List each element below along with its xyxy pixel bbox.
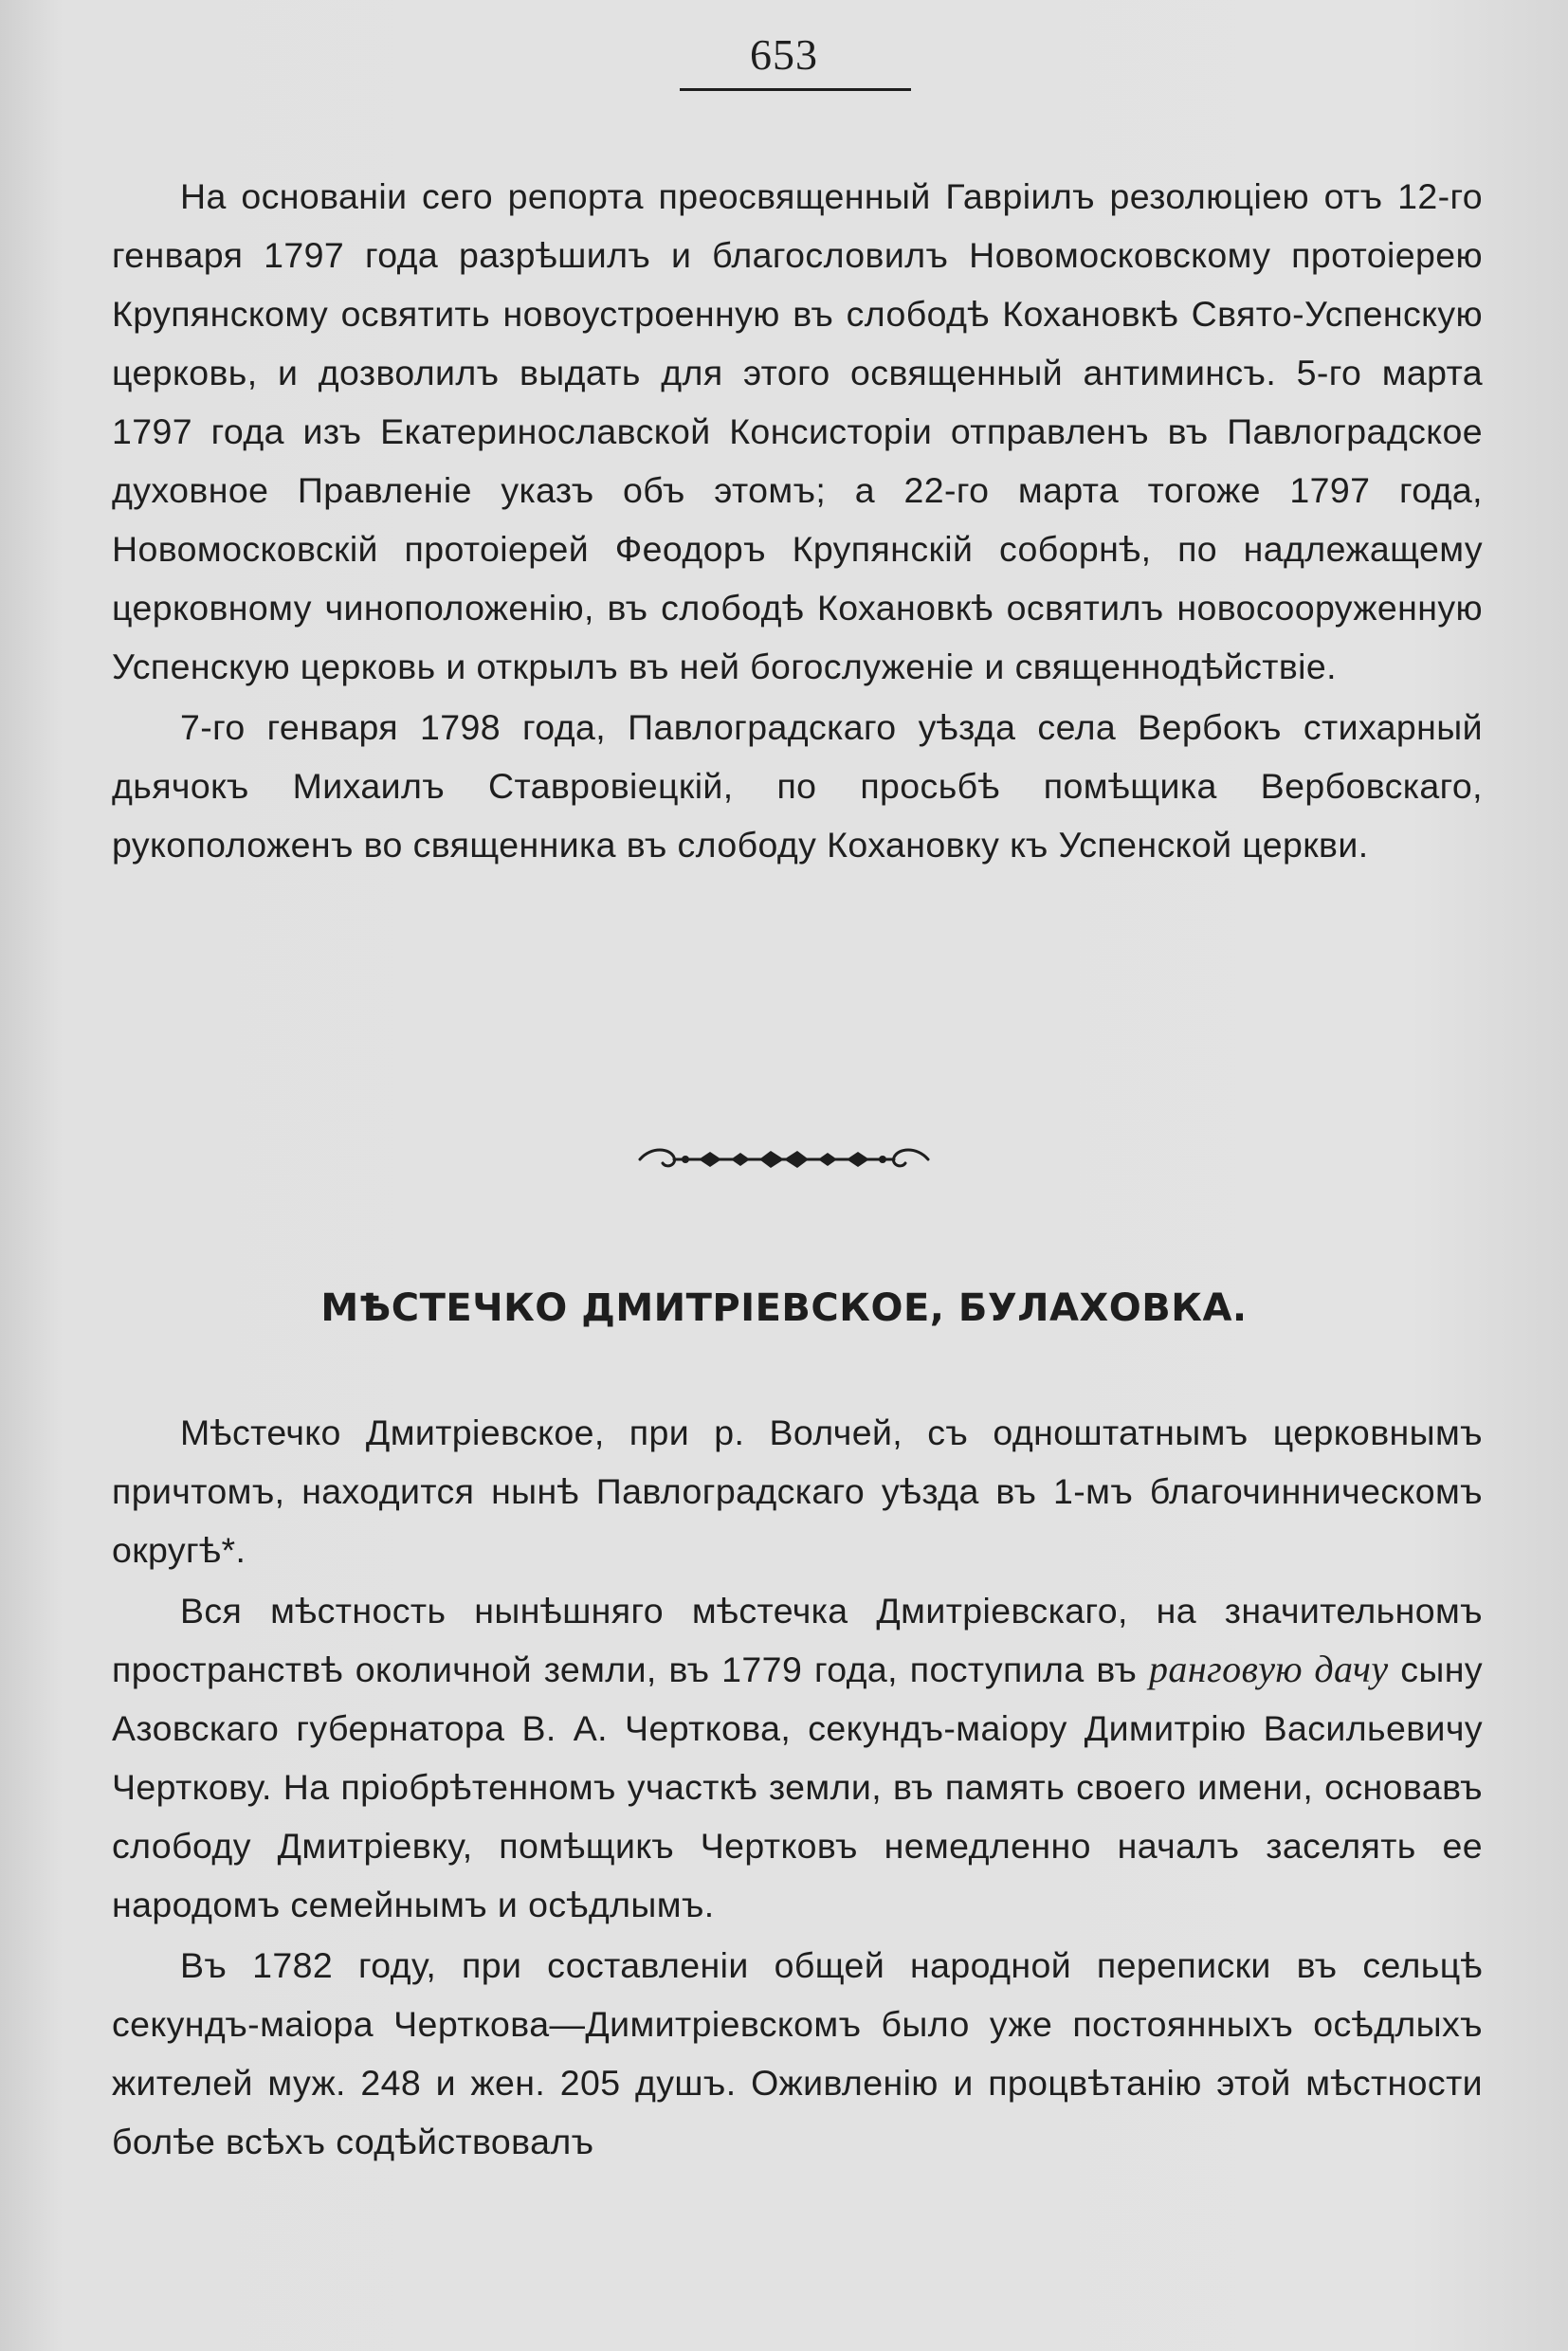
paragraph-history-start: Вся мѣстность нынѣшняго мѣстечка Дмитрiевскаго, на значительномъ пространствѣ околичной земли, въ 1779 года, поступила въ	[112, 1591, 1483, 1689]
page-number-rule	[680, 88, 911, 91]
italic-term: ранговую дачу	[1149, 1648, 1389, 1690]
top-section	[112, 167, 1483, 874]
page-number: 653	[750, 30, 818, 79]
bottom-section	[112, 1403, 1483, 2171]
paragraph-location: Мѣстечко Дмитрiевское, при р. Волчей, съ одноштатнымъ церковнымъ причтомъ, находится нынѣ Павлоградскаго уѣзда въ 1-мъ благочинническомъ округѣ*.	[112, 1412, 1483, 1570]
paragraph-census: Въ 1782 году, при составленiи общей народной переписки въ сельцѣ секундъ-маiора Черткова—Димитрiевскомъ было уже постоянныхъ осѣдлыхъ жителей муж. 248 и жен. 205 душъ. Оживленiю и процвѣтанiю этой мѣстности болѣе всѣхъ содѣйствовалъ	[112, 1945, 1483, 2161]
paragraph-ordination: 7-го генваря 1798 года, Павлоградскаго уѣзда села Вербокъ стихарный дьячокъ Михаилъ Ставровiецкiй, по просьбѣ помѣщика Вербовскаго, рукоположенъ во священника въ слободу Кохановку къ Успенской церкви.	[112, 707, 1483, 865]
section-heading: МѢСТЕЧКО ДМИТРIЕВСКОЕ, БУЛАХОВКА.	[320, 1286, 1248, 1330]
paragraph-history-end: сыну Азовскаго губернатора В. А. Черткова, секундъ-маiору Димитрiю Васильевичу Черткову. На прiобрѣтенномъ участкѣ земли, въ память своего имени, основавъ слободу Дмитрiевку, помѣщикъ Чертковъ немедленно началъ заселять ее народомъ семейнымъ и осѣдлымъ.	[112, 1649, 1484, 1924]
decorative-divider-icon	[632, 1140, 936, 1182]
paragraph-consecration: На основанiи сего репорта преосвященный Гаврiилъ резолюцiею отъ 12-го генваря 1797 года разрѣшилъ и благословилъ Новомосковскому протоiерею Крупянскому освятить новоустроенную въ слободѣ Кохановкѣ Свято-Успенскую церковь, и дозволилъ выдать для этого освященный антиминсъ. 5-го марта 1797 года изъ Екатеринославской Консисторiи отправленъ въ Павлоградское духовное Правленiе указъ объ этомъ; а 22-го марта тогоже 1797 года, Новомосковскiй протоiерей Феодоръ Крупянскiй соборнѣ, по надлежащему церковному чиноположенiю, въ слободѣ Кохановкѣ освятилъ новосооруженную Успенскую церковь и открылъ въ ней богослуженiе и священнодѣйствiе.	[112, 176, 1483, 686]
paragraph-history	[112, 1581, 1483, 1934]
